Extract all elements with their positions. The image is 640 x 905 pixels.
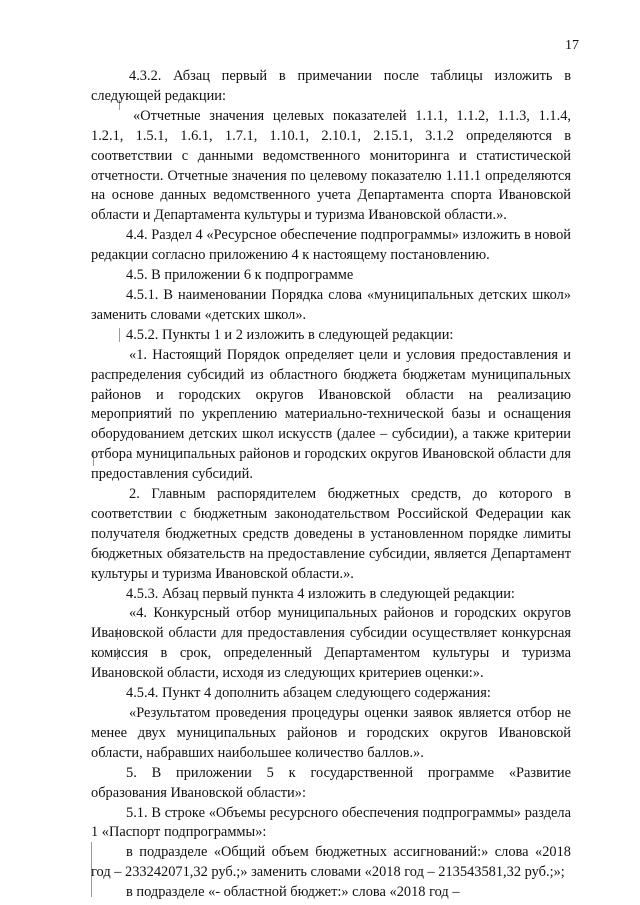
paragraph-subsection-total: в подразделе «Общий объем бюджетных ассигнований:» слова «2018 год – 233242071,32 руб.;» заменить словами «2018 год – 213543581,32 руб.;»; [91, 844, 571, 881]
document-body [91, 67, 571, 903]
paragraph-4-3-2: 4.3.2. Абзац первый в примечании после таблицы изложить в следующей редакции: [91, 68, 571, 104]
paragraph-quote-result: «Результатом проведения процедуры оценки заявок является отбор не менее двух муниципальных районов и городских округов Ивановской области, набравших наибольшее количество баллов.». [91, 705, 571, 761]
paragraph-quote-target-values: «Отчетные значения целевых показателей 1.1.1, 1.1.2, 1.1.3, 1.1.4, 1.2.1, 1.5.1, 1.6.1, 1.7.1, 1.10.1, 2.10.1, 2.15.1, 3.1.2 определяются в соответствии с данными ведомственного мониторинга и статистической отчетности. Отчетные значения по целевому показателю 1.11.1 определяются на основе данных ведомственного учета Департамента спорта Ивановской области и Департамента культуры и туризма Ивановской области.». [91, 107, 571, 224]
paragraph-5: 5. В приложении 5 к государственной программе «Развитие образования Ивановской области»: [91, 764, 571, 801]
paragraph-4-5-4: 4.5.4. Пункт 4 дополнить абзацем следующего содержания: [126, 685, 491, 702]
paragraph-item-2: 2. Главным распорядителем бюджетных средств, до которого в соответствии с бюджетным законодательством Российской Федерации как получателя бюджетных средств доведены в установленном порядке лимиты бюджетных обязательств на предоставление субсидии, является Департамент культуры и туризма Ивановской области.». [91, 486, 571, 582]
page-number: 17 [565, 38, 579, 53]
paragraph-4-5-3: 4.5.3. Абзац первый пункта 4 изложить в следующей редакции: [126, 585, 515, 602]
paragraph-quote-item-1: «1. Настоящий Порядок определяет цели и условия предоставления и распределения субсидий из областного бюджета бюджетам муниципальных районов и городских округов Ивановской области на реализацию мероприятий по укреплению материально-технической базы и оснащения оборудованием детских школ искусств (далее – субсидии), а также критерии отбора муниципальных районов и городских округов Ивановской области для предоставления субсидий. [91, 346, 571, 483]
paragraph-quote-item-4: «4. Конкурсный отбор муниципальных районов и городских округов Ивановской области для предоставления субсидии осуществляет конкурсная комиссия в срок, определенный Департаментом культуры и туризма Ивановской области, исходя из следующих критериев оценки:». [91, 605, 571, 682]
paragraph-4-4: 4.4. Раздел 4 «Ресурсное обеспечение подпрограммы» изложить в новой редакции согласно приложению 4 к настоящему постановлению. [91, 227, 571, 264]
paragraph-subsection-regional: в подразделе «- областной бюджет:» слова «2018 год – [126, 884, 460, 901]
paragraph-4-5-1: 4.5.1. В наименовании Порядка слова «муниципальных детских школ» заменить словами «детских школ». [91, 286, 571, 323]
paragraph-5-1: 5.1. В строке «Объемы ресурсного обеспечения подпрограммы» раздела 1 «Паспорт подпрограммы»: [91, 804, 571, 841]
paragraph-4-5: 4.5. В приложении 6 к подпрограмме [126, 267, 354, 284]
paragraph-4-5-2: 4.5.2. Пункты 1 и 2 изложить в следующей редакции: [126, 326, 454, 343]
